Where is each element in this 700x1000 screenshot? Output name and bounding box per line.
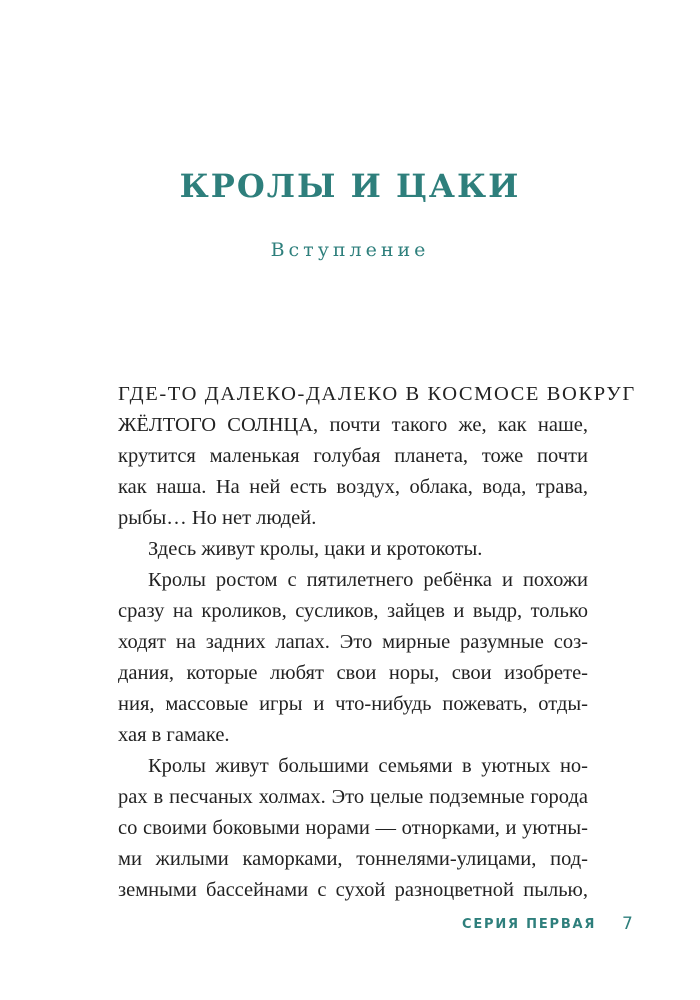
chapter-subtitle: Вступление — [270, 239, 430, 261]
text-line: дания, которые любят свои норы, свои изобрете- — [118, 662, 588, 684]
text-line: рыбы… Но нет людей. — [118, 507, 317, 529]
text-line: ния, массовые игры и что-нибудь пожевать, отды- — [118, 693, 588, 715]
text-line: Кролы ростом с пятилетнего ребёнка и похожи — [148, 569, 588, 591]
chapter-title: КРОЛЫ И ЦАКИ — [179, 167, 521, 205]
text-line: крутится маленькая голубая планета, тоже почти — [118, 445, 588, 467]
text-line: Здесь живут кролы, цаки и кротокоты. — [148, 538, 483, 560]
text-line: хая в гамаке. — [118, 724, 230, 746]
text-line: Кролы живут большими семьями в уютных но- — [148, 755, 588, 777]
text-line: со своими боковыми норами — отнорками, и уютны- — [118, 817, 588, 839]
text-line: земными бассейнами с сухой разноцветной пылью, — [118, 879, 588, 901]
page-number: 7 — [622, 914, 633, 934]
body-text — [118, 379, 636, 906]
text-line: сразу на кроликов, сусликов, зайцев и выдр, только — [118, 600, 588, 622]
text-line: ЖЁЛТОГО СОЛНЦА, почти такого же, как наше, — [118, 414, 588, 436]
text-line: ГДЕ-ТО ДАЛЕКО-ДАЛЕКО В КОСМОСЕ ВОКРУГ — [118, 383, 636, 405]
running-footer-series: СЕРИЯ ПЕРВАЯ — [462, 917, 597, 932]
text-line: ми жилыми каморками, тоннелями-улицами, под- — [118, 848, 588, 870]
text-line: как наша. На ней есть воздух, облака, вода, трава, — [118, 476, 588, 498]
text-line: рах в песчаных холмах. Это целые подземные города — [118, 786, 588, 808]
text-line: ходят на задних лапах. Это мирные разумные соз- — [118, 631, 588, 653]
